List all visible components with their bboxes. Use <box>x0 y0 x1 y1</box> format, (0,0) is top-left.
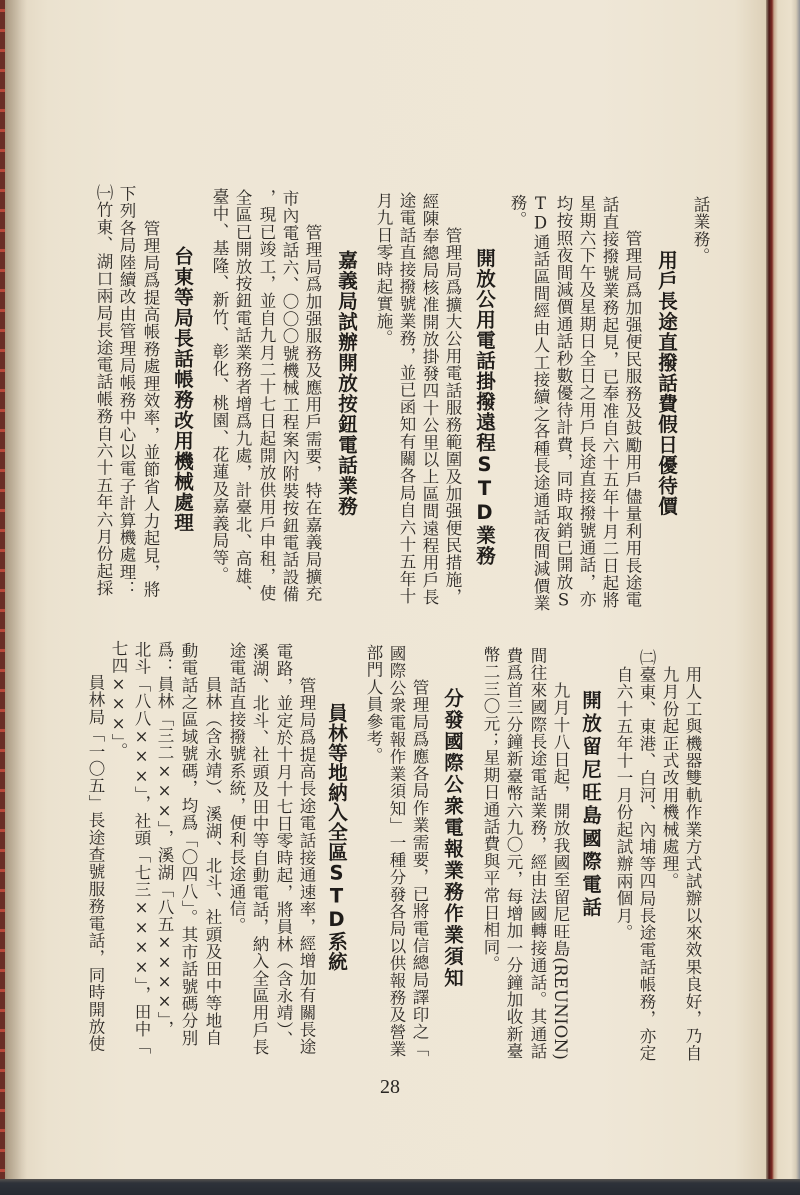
lower-article-1-line: 間往來國際長途電話業務，經由法國轉接通話。其通話 <box>528 647 547 1060</box>
lower-article-3-line: 途電話直接撥號系統，便利長途通信。 <box>227 642 246 935</box>
lower-article-2-line: 管理局爲應各局作業需要，已將電信總局譯印之「 <box>410 679 429 1058</box>
lower-article-3-line: 電路，並定於十月十七日零時起，將員林（含永靖）、 <box>274 643 293 1048</box>
upper-article-2-line: 途電話直接撥號業務，並已函知有關各局自六十五年十 <box>397 192 416 605</box>
upper-article-3-line: ，現已竣工，並自九月二十七日起開放供用戶申租，使 <box>257 189 276 602</box>
lower-carry-over-line: 自六十五年十一月份起試辦兩個月。 <box>614 666 633 942</box>
upper-article-1-heading: 用戶長途直撥話費假日優待價 <box>655 250 678 517</box>
page-number: 28 <box>380 1076 400 1098</box>
lower-article-3-heading: 員林等地納入全區STD系統 <box>325 703 348 971</box>
lower-article-2-line: 國際公衆電報作業須知」一種分發各局以供報務及營業 <box>387 645 406 1058</box>
lower-article-1-line: 費爲首三分鐘新臺幣六九〇元，每增加一分鐘加收新臺 <box>504 647 523 1060</box>
lower-article-3-line: 員林局「一〇五」長途查號服務電話，同時開放使 <box>86 674 105 1053</box>
lower-article-3-line: 爲：員林「三二×××」，溪湖「八五××××」， <box>155 641 174 1038</box>
lower-article-3-line: 管理局爲提高長途電話接通速率，經增加有關長途 <box>297 677 316 1056</box>
lower-article-3-line: 動電話之區域號碼，均爲「〇四八」。其市話號碼分別 <box>179 642 198 1047</box>
lower-article-1-line <box>548 682 572 1060</box>
upper-article-2-heading: 開放公用電話掛撥遠程STD業務 <box>473 248 496 566</box>
lower-article-3-line: 溪湖、北斗、社頭及田中等自動電話，納入全區用戶長 <box>250 643 269 1056</box>
upper-article-3-line: 管理局爲加强服務及應用戶需要，特在嘉義局擴充 <box>303 224 322 603</box>
lower-article-2-line: 部門人員參考。 <box>364 644 383 765</box>
lower-article-1-heading: 開放留尼旺島國際電話 <box>579 690 602 920</box>
lower-article-3-line: 北斗「八八×××」，社頭「七三××××」，田中「 <box>132 641 151 1055</box>
upper-article-3-heading: 嘉義局試辦開放按鈕電話業務 <box>335 250 358 517</box>
lower-article-1-line: 幣二三〇元；星期日通話費與平常日相同。 <box>481 646 500 973</box>
scan-bottom-edge <box>0 1179 800 1195</box>
upper-article-4-heading: 台東等局長話帳務改用機械處理 <box>171 246 194 533</box>
lower-article-3-line: 七四×××」。 <box>109 640 128 760</box>
upper-article-1-line: TD通話區間經由人工接續之各種長途通話夜間減價業 <box>531 194 550 612</box>
upper-article-1-line: 話直接撥號業務起見，已奉准自六十五年十月二日起將 <box>600 196 619 609</box>
upper-article-3-line: 全區已開放按鈕電話業務者增爲九處，計臺北、高雄、 <box>233 189 252 602</box>
upper-article-4-list-item-1: ㈠竹東、湖口兩局長途電話帳務自六十五年六月份起採 <box>94 184 113 597</box>
upper-article-1-line: 務。 <box>508 194 527 229</box>
upper-article-3-line: 臺中、基隆、新竹、彰化、桃園、花蓮及嘉義局等。 <box>210 188 229 584</box>
upper-article-4-line: 下列各局陸續改由管理局帳務中心以電子計算機處理： <box>117 185 136 598</box>
upper-article-1-line: 管理局爲加强便民服務及鼓勵用戶儘量利用長途電 <box>623 230 642 609</box>
upper-article-1-line: 均按照夜間減價通話秒數優待計費，同時取銷已開放S <box>554 195 573 611</box>
lower-article-3-line: 員林（含永靖）、溪湖、北斗、社頭及田中等地自 <box>203 676 222 1047</box>
lower-article-2-heading: 分發國際公衆電報業務作業須知 <box>441 688 464 989</box>
upper-article-2-line: 經陳奉總局核准開放掛發四十公里以上區間遠程用戶長 <box>420 193 439 606</box>
upper-article-1-line: 星期六下午及星期日全日之用戶長途直接撥號通話，亦 <box>577 195 596 608</box>
upper-article-4-line: 管理局爲提高帳務處理效率，並節省人力起見，將 <box>141 220 160 599</box>
upper-article-2-line: 管理局爲擴大公用電話服務範圍及加强便民措施， <box>443 227 462 606</box>
book-cover-edge <box>766 0 800 1183</box>
lower-carry-over-line: 用人工與機器雙軌作業方式試辦以來效果良好，乃自 <box>683 666 702 1062</box>
gutter-shadow <box>5 0 27 1179</box>
lower-carry-over-list-item-2: ㈡臺東、東港、白河、內埔等四局長途電話帳務，亦定 <box>637 649 656 1062</box>
lower-article-1-line-text: 九月十八日起，開放我國至留尼旺島 <box>551 682 570 958</box>
upper-carry-over-line: 話業務。 <box>691 196 710 265</box>
upper-article-3-line: 市內電話六、〇〇〇號機械工程案內附裝按鈕電話設備 <box>280 190 299 603</box>
reunion-latin-term: (REUNION) <box>551 957 570 1061</box>
lower-carry-over-line: 九月份起正式改用機械處理。 <box>660 666 679 890</box>
upper-article-2-line: 月九日零時起實施。 <box>374 192 393 347</box>
